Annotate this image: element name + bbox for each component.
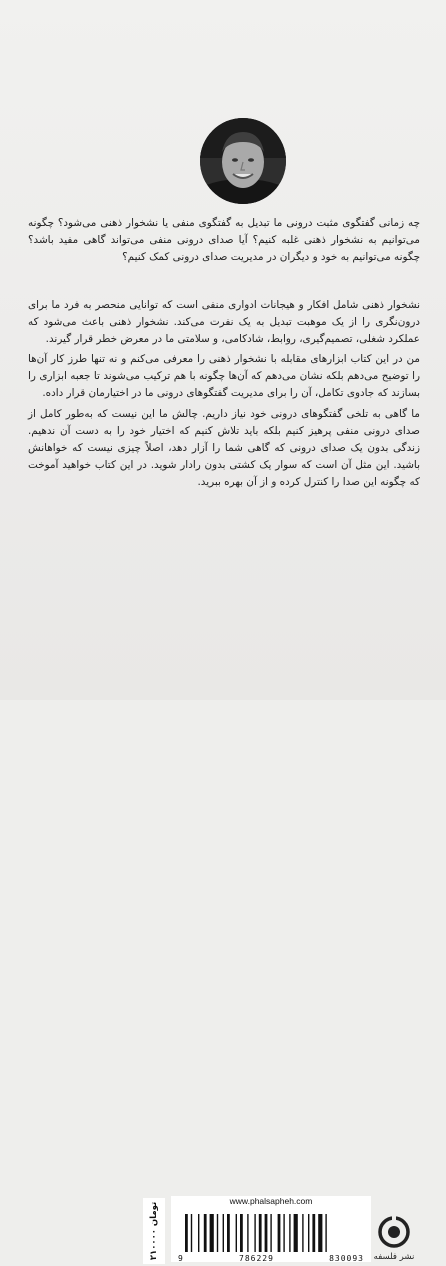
isbn-number [178, 1254, 364, 1263]
description-paragraph-4: ما گاهی به تلخی گفتگوهای درونی خود نیاز داریم. چالش ما این نیست که به‌طور کامل از صدای درونی منفی پرهیز کنیم بلکه باید تلاش کنیم که اختیار خود را به دست آن ندهیم. زندگی بدون یک صدای درونی که گاهی شما را آزار دهد، اصلاً چیزی نیست که خواهانش باشید. این مثل آن است که سوار یک کشتی بدون رادار شوید. در این کتاب خواهید آموخت که چگونه این صدا را کنترل کرده و از آن بهره ببرید. [28, 408, 420, 488]
barcode-bar [240, 1214, 243, 1252]
author-photo [200, 118, 286, 204]
barcode-bar [210, 1214, 214, 1252]
barcode-bar [308, 1214, 309, 1252]
publisher-name: نشر فلسفه [373, 1252, 415, 1262]
price-label [143, 1198, 165, 1264]
barcode-bar [270, 1214, 271, 1252]
barcode-bar [312, 1214, 315, 1252]
barcode-bar [223, 1214, 224, 1252]
description-paragraph-2: نشخوار ذهنی شامل افکار و هیجانات ادواری منفی است که توانایی منحصر به فرد ما برای درون‌نگری را از یک موهبت تبدیل به یک نفرت می‌کند. نشخوار ذهنی باعث می‌شود که عملکرد شغلی، تصمیم‌گیری، روابط، شادکامی، و سلامتی ما در معرض خطر قرار گیرند. [28, 299, 420, 345]
barcode-icon [171, 1200, 371, 1262]
barcode-bar [191, 1214, 192, 1252]
isbn-group-2: 830093 [329, 1254, 364, 1263]
isbn-barcode [171, 1200, 371, 1262]
barcode-bar [227, 1214, 230, 1252]
isbn-group-1: 786229 [239, 1254, 274, 1263]
publisher-logo-icon [376, 1214, 412, 1250]
barcode-bar [236, 1214, 237, 1252]
cover-footer [0, 592, 446, 1263]
barcode-bar [289, 1214, 290, 1252]
barcode-bar [302, 1214, 303, 1252]
barcode-bar [318, 1214, 322, 1252]
barcode-bar [185, 1214, 188, 1252]
isbn-prefix: 9 [178, 1254, 184, 1263]
barcode-bar [254, 1214, 255, 1252]
publisher-url: www.phalsapheh.com [171, 1196, 371, 1206]
description-paragraph-1: چه زمانی گفتگوی مثبت درونی ما تبدیل به گفتگوی منفی یا نشخوار ذهنی می‌شود؟ چگونه می‌توانیم به نشخوار ذهنی غلبه کنیم؟ آیا صدای درونی منفی می‌تواند گاهی مفید باشد؟ چگونه می‌توانیم به خود و دیگران در مدیریت صدای درونی کمک کنیم؟ [28, 217, 420, 263]
barcode-bar [265, 1214, 268, 1252]
barcode-bar [198, 1214, 199, 1252]
barcode-bar [325, 1214, 326, 1252]
barcode-bar [294, 1214, 298, 1252]
barcode-bar [283, 1214, 284, 1252]
price-text: ۲۱۰۰۰۰ تومان [149, 1201, 160, 1261]
barcode-bar [259, 1214, 262, 1252]
barcode-bar [217, 1214, 218, 1252]
barcode-bar [204, 1214, 207, 1252]
barcode-bar [247, 1214, 248, 1252]
barcode-bar [278, 1214, 281, 1252]
author-portrait-image [200, 118, 286, 204]
description-paragraph-3: من در این کتاب ابزارهای مقابله با نشخوار ذهنی را معرفی می‌کنم و نه تنها طرز کار آن‌ها را توضیح می‌دهم بلکه نشان می‌دهم که آن‌ها چگونه با هم ترکیب می‌شوند تا جعبه ابزاری را بسازند که جادوی تکامل، آن را برای مدیریت گفتگوهای درونی ما در اختیارمان قرار داده. [28, 353, 420, 399]
